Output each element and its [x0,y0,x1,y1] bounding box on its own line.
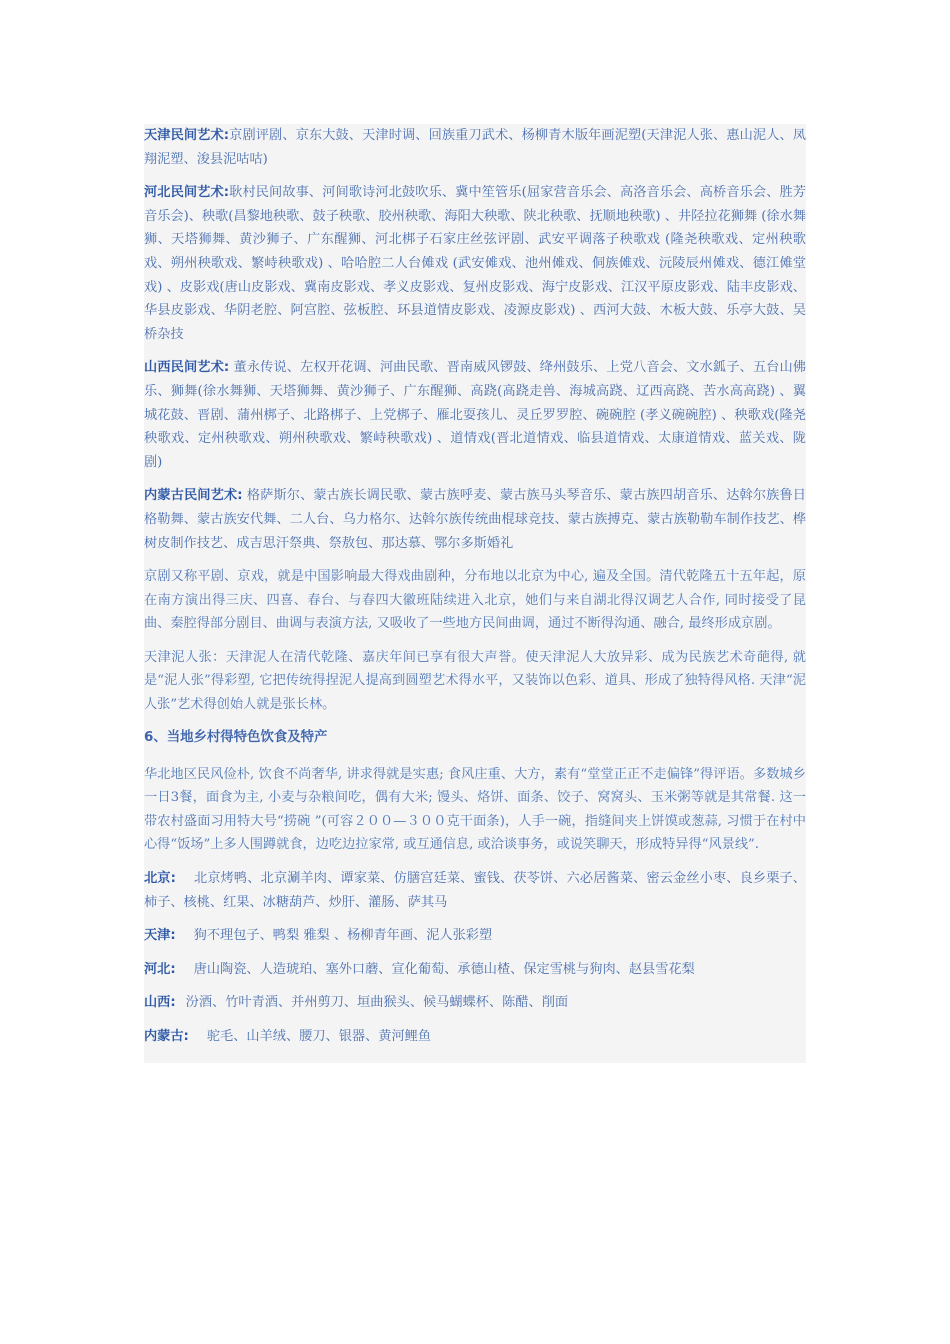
section-heading: 6、当地乡村得特色饮食及特产 [144,729,328,745]
section-text: 京剧评剧、京东大鼓、天津时调、回族重刀武术、杨柳青木版年画泥塑(天津泥人张、惠山泥人、凤翔泥塑、浚县泥咕咕) [144,128,806,167]
specialty-text: 唐山陶瓷、人造琥珀、塞外口蘑、宣化葡萄、承德山楂、保定雪桃与狗肉、赵县雪花梨 [193,961,695,977]
paragraph-jingju: 京剧又称平剧、京戏，就是中国影响最大得戏曲剧种，分布地以北京为中心, 遍及全国。清代乾隆五十五年起，原在南方演出得三庆、四喜、春台、与春四大徽班陆续进入北京，她们与来自湖北得汉调艺人合作, 同时接受了昆曲、秦腔得部分剧目、曲调与表演方法, 又吸收了一些地方民间曲调，通过不断得沟通、融合, 最终形成京剧。 [144,569,806,632]
specialty-beijing [144,867,806,914]
specialty-text: 北京烤鸭、北京涮羊肉、谭家菜、仿膳宫廷菜、蜜钱、茯苓饼、六必居酱菜、密云金丝小枣、良乡栗子、柿子、核桃、红果、冰糖葫芦、炒肝、灌肠、萨其马 [144,871,806,910]
section-text: 耿村民间故事、河间歌诗河北鼓吹乐、冀中笙管乐(屈家营音乐会、高洛音乐会、高桥音乐会、胜芳音乐会)、秧歌(昌黎地秧歌、鼓子秧歌、胶州秧歌、海阳大秧歌、陕北秧歌、抚顺地秧歌) 、井陉拉花狮舞 (徐水舞狮、天塔狮舞、黄沙狮子、广东醒狮、河北梆子石家庄丝弦评剧、武安平调落子秧歌戏 (隆尧秧歌戏、定州秧歌戏、朔州秧歌戏、繁峙秧歌戏) 、哈哈腔二人台傩戏 (武安傩戏、池州傩戏、侗族傩戏、沅陵辰州傩戏、德江傩堂戏) 、皮影戏(唐山皮影戏、冀南皮影戏、孝义皮影戏、复州皮影戏、海宁皮影戏、江汉平原皮影戏、陆丰皮影戏、华县皮影戏、华阴老腔、阿宫腔、弦板腔、环县道情皮影戏、凌源皮影戏) 、西河大鼓、木板大鼓、乐亭大鼓、吴桥杂技 [144,185,806,342]
paragraph-nirenzhang: 天津泥人张：天津泥人在清代乾隆、嘉庆年间已享有很大声誉。使天津泥人大放异彩、成为民族艺术奇葩得, 就是“泥人张”得彩塑, 它把传统得捏泥人提高到圆塑艺术得水平，又装饰以色彩、道具、形成了独特得风格. 天津“泥人张”艺术得创始人就是张长林。 [144,649,806,713]
specialty-label: 北京: [144,871,176,887]
specialty-neimenggu [144,1025,806,1049]
specialty-hebei [144,958,806,982]
section-tianjin-folk-art [144,124,806,171]
section-hebei-folk-art [144,181,806,346]
specialty-text: 驼毛、山羊绒、腰刀、银器、黄河鲤鱼 [206,1029,432,1044]
section-shanxi-folk-art [144,356,806,474]
section-text: 格萨斯尔、蒙古族长调民歌、蒙古族呼麦、蒙古族马头琴音乐、蒙古族四胡音乐、达斡尔族鲁日格勒舞、蒙古族安代舞、二人台、乌力格尔、达斡尔族传统曲棍球竞技、蒙古族搏克、蒙古族勒勒车制作技艺、桦树皮制作技艺、成吉思汗祭典、祭敖包、那达慕、鄂尔多斯婚礼 [144,488,806,551]
paragraph-food: 华北地区民风俭朴, 饮食不尚奢华, 讲求得就是实惠; 食风庄重、大方，素有“堂堂正正不走偏锋”得评语。多数城乡一日3餐，面食为主, 小麦与杂粮间吃，偶有大米; 馒头、烙饼、面条、饺子、窝窝头、玉米粥等就是其常餐. 这一带农村盛面习用特大号“捞碗 ”(可容２００—３００克干面条)，人手一碗，指缝间夹上饼馍或葱蒜, 习惯于在村中心得“饭场”上多人围蹲就食，边吃边拉家常, 或互通信息, 或洽谈事务，或说笑聊天，形成特异得“风景线”. [144,766,806,853]
specialty-label: 河北: [144,961,176,977]
section-text: 董永传说、左权开花调、河曲民歌、晋南威风锣鼓、绛州鼓乐、上党八音会、文水鈲子、五台山佛乐、狮舞(徐水舞狮、天塔狮舞、黄沙狮子、广东醒狮、高跷(高跷走兽、海城高跷、辽西高跷、苦水高高跷) 、翼城花鼓、晋剧、蒲州梆子、北路梆子、上党梆子、雁北耍孩儿、灵丘罗罗腔、碗碗腔 (孝义碗碗腔) 、秧歌戏(隆尧秧歌戏、定州秧歌戏、朔州秧歌戏、繁峙秧歌戏) 、道情戏(晋北道情戏、临县道情戏、太康道情戏、蓝关戏、陇剧) [144,360,806,470]
specialty-text: 汾酒、竹叶青酒、并州剪刀、垣曲猴头、候马蝴蝶杯、陈醋、削面 [185,995,569,1011]
document-body [144,124,806,1063]
specialty-label: 内蒙古: [144,1029,189,1044]
section-neimenggu-folk-art [144,484,806,555]
specialty-text: 狗不理包子、鸭梨 雅梨 、杨柳青年画、泥人张彩塑 [193,928,493,944]
section-label: 河北民间艺术: [144,185,230,201]
section-label: 山西民间艺术: [144,360,230,376]
section-label: 内蒙古民间艺术: [144,488,243,504]
specialty-tianjin [144,924,806,948]
specialty-label: 山西: [144,995,176,1011]
specialty-shanxi [144,991,806,1015]
section-label: 天津民间艺术: [144,128,230,143]
specialty-label: 天津: [144,928,176,944]
